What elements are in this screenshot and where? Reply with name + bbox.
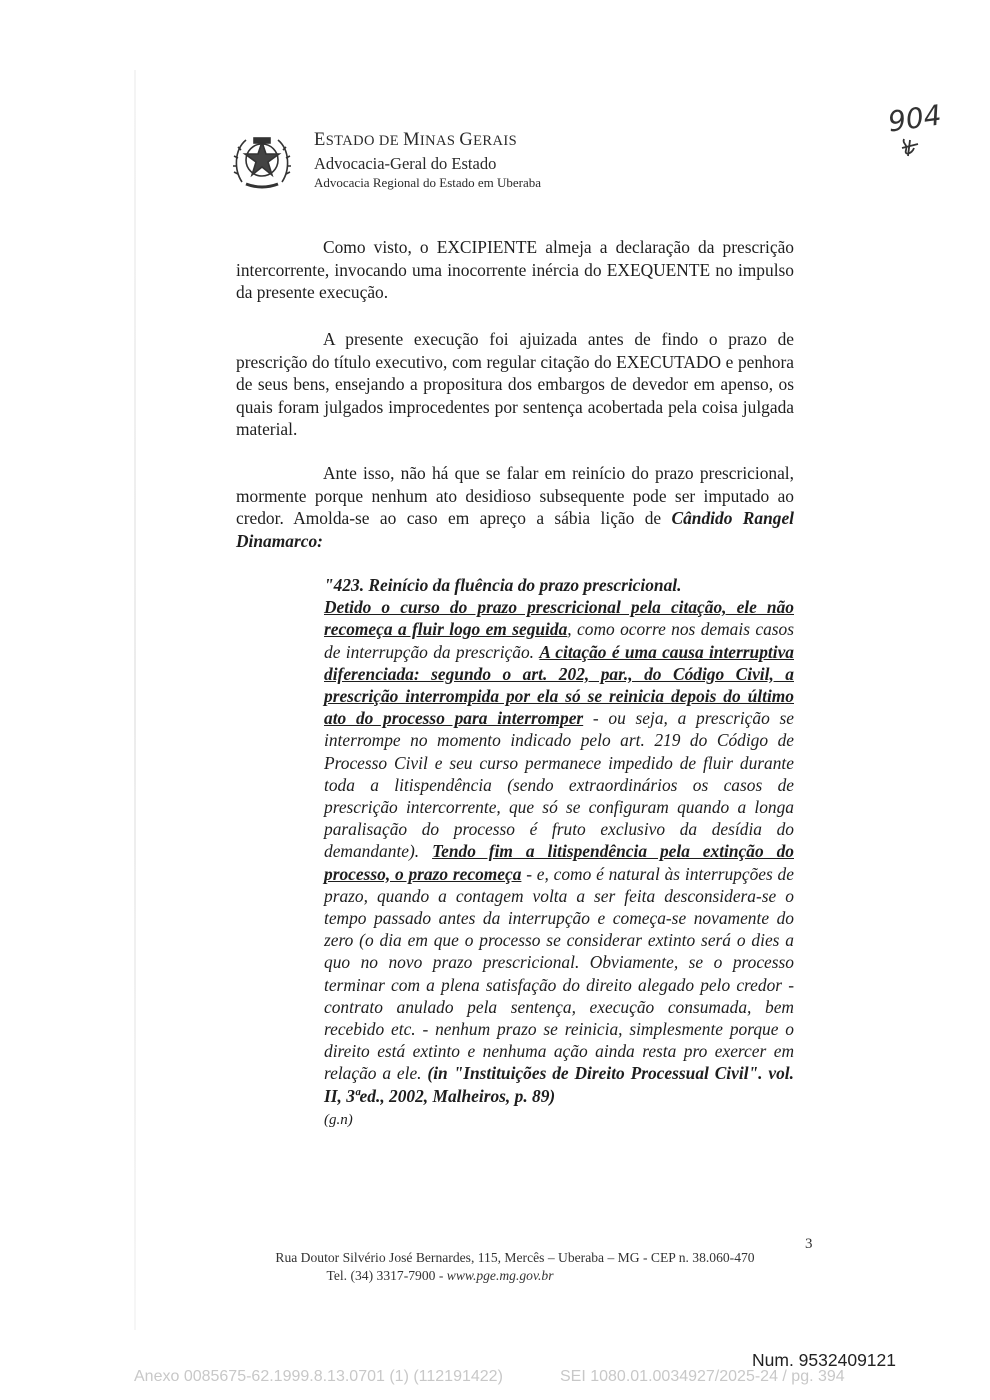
page-number: 3 [805, 1236, 813, 1252]
footer-website: www.pge.mg.gov.br [446, 1268, 554, 1283]
header-subtitle-regional: Advocacia Regional do Estado em Uberaba [314, 175, 542, 190]
coat-of-arms-icon [232, 130, 292, 192]
footer-address: Rua Doutor Silvério José Bernardes, 115, Mercês – Uberaba – MG - CEP n. 38.060-470 [275, 1250, 755, 1265]
quote-citation: (in "Instituições de Direito Processual Civil". vol. II, 3ªed., 2002, Malheiros, p. 89) [324, 1063, 794, 1106]
header-title: ESTADO DE MINAS GERAIS [314, 130, 518, 150]
handwritten-initial-icon [898, 136, 922, 158]
paragraph-3: Ante isso, não há que se falar em reinício do prazo prescricional, mormente porque nenhum ato desidioso subsequente pode ser imputado ao credor. Amolda-se ao caso em apreço a sábia lição de Cândido Rangel Dinamarco: [236, 463, 794, 551]
quote-gn: (g.n) [324, 1111, 353, 1128]
scan-edge [134, 70, 136, 1330]
quote-emphasis-2: A citação é uma causa interruptiva diferenciada: segundo o art. 202, par., do Código Civil, a prescrição interrompida por ela só se reinicia depois do último ato do processo para interromper [324, 641, 795, 729]
handwritten-folio-number: 904 [885, 98, 944, 139]
footer-contact: Tel. (34) 3317-7900 - www.pge.mg.gov.br [326, 1268, 554, 1283]
block-quotation: "423. Reinício da fluência do prazo prescricional. Detido o curso do prazo prescricional pela citação, ele não recomeça a fluir logo em seguida, como ocorre nos demais casos de interrupção da prescrição. A citação é uma causa interruptiva diferenciada: segundo o art. 202, par., do Código Civil, a prescrição interrompida por ela só se reinicia depois do último ato do processo para interromper - ou seja, a prescrição se interrompe no momento indicado pelo art. 219 do Código de Processo Civil e seu curso permanece impedido de fluir durante toda a litispendência (sendo extraordinários os casos de prescrição intercorrente, que só se configuram quando a longa paralisação do processo é fruto exclusivo da desídia do demandante). Tendo fim a litispendência pela extinção do processo, o prazo recomeça - e, como é natural às interrupções de prazo, quando a contagem volta a ser feita desconsidera-se o tempo passado antes da interrupção e começa-se novamente do zero (o dia em que o processo se considerar extinto será o dies a quo no novo prazo prescricional. Obviamente, se o processo terminar com a plena satisfação do direito alegado pelo credor - contrato anulado pela sentença, execução consumada, bem recebido etc. - nenhum prazo se reinicia, simplesmente porque o direito está extinto e nenhuma ação ainda resta pro exercer em relação a ele. (in "Instituições de Direito Processual Civil". vol. II, 3ªed., 2002, Malheiros, p. 89) (g.n) [324, 575, 795, 1128]
cited-author: Cândido Rangel Dinamarco: [236, 508, 794, 551]
header-subtitle: Advocacia-Geral do Estado [314, 154, 497, 173]
sei-watermark: SEI 1080.01.0034927/2025-24 / pg. 394 [560, 1368, 845, 1385]
document-number: Num. 9532409121 [752, 1350, 896, 1370]
quote-emphasis-3: Tendo fim a litispendência pela extinção do processo, o prazo recomeça [324, 841, 794, 884]
quote-title: "423. Reinício da fluência do prazo prescricional. [324, 575, 682, 595]
annex-watermark: Anexo 0085675-62.1999.8.13.0701 (1) (112191422) [134, 1368, 503, 1385]
paragraph-2: A presente execução foi ajuizada antes de findo o prazo de prescrição do título executivo, com regular citação do EXECUTADO e penhora de seus bens, ensejando a propositura dos embargos de devedor em apenso, os quais foram julgados improcedentes por sentença acobertada pela coisa julgada material. [236, 329, 794, 439]
quote-emphasis-1: Detido o curso do prazo prescricional pela citação, ele não recomeça a fluir logo em seguida [324, 597, 794, 640]
paragraph-1: Como visto, o EXCIPIENTE almeja a declaração da prescrição intercorrente, invocando uma inocorrente inércia do EXEQUENTE no impulso da presente execução. [236, 237, 794, 302]
